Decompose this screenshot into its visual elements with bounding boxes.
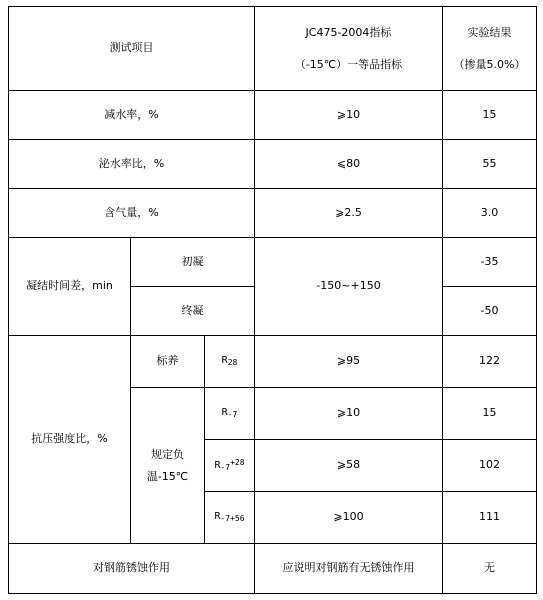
bleeding-standard: ⩽80 bbox=[255, 140, 443, 189]
corrosion-result: 无 bbox=[443, 544, 537, 594]
setting-standard: -150~+150 bbox=[255, 238, 443, 336]
air-result: 3.0 bbox=[443, 189, 537, 238]
r7-56-sub: -7+56 bbox=[220, 514, 245, 524]
setting-final-label: 终凝 bbox=[131, 287, 255, 336]
r7-56-r: R bbox=[214, 511, 221, 523]
r7-standard: ⩾10 bbox=[255, 388, 443, 440]
r7-28-r: R bbox=[214, 459, 221, 471]
water-reduction-result: 15 bbox=[443, 91, 537, 140]
r7-28-sub: -7 bbox=[220, 462, 231, 472]
header-result-line2: （掺量5.0%） bbox=[453, 57, 526, 71]
r28-label bbox=[205, 336, 255, 388]
corrosion-standard: 应说明对钢筋有无锈蚀作用 bbox=[255, 544, 443, 594]
setting-label: 凝结时间差，min bbox=[9, 238, 131, 336]
r28-r: R bbox=[221, 355, 228, 367]
corrosion-label: 对钢筋锈蚀作用 bbox=[9, 544, 255, 594]
r28-standard: ⩾95 bbox=[255, 336, 443, 388]
r7-56-result: 111 bbox=[443, 492, 537, 544]
r7-r: R bbox=[221, 407, 228, 419]
header-result-line1: 实验结果 bbox=[467, 25, 512, 39]
air-standard: ⩾2.5 bbox=[255, 189, 443, 238]
r7-result: 15 bbox=[443, 388, 537, 440]
r7-28-standard: ⩾58 bbox=[255, 440, 443, 492]
r7-28-result: 102 bbox=[443, 440, 537, 492]
negative-temp-line2: 温-15℃ bbox=[146, 469, 189, 483]
r7-label bbox=[205, 388, 255, 440]
standard-cure-label: 标养 bbox=[131, 336, 205, 388]
r28-sub: 28 bbox=[227, 358, 238, 368]
r7-56-standard: ⩾100 bbox=[255, 492, 443, 544]
negative-temp-line1: 规定负 bbox=[151, 447, 184, 461]
r7-28-label bbox=[205, 440, 255, 492]
header-result bbox=[443, 7, 537, 91]
water-reduction-standard: ⩾10 bbox=[255, 91, 443, 140]
header-standard-line2: （-15℃）一等品指标 bbox=[294, 57, 403, 71]
header-standard bbox=[255, 7, 443, 91]
header-standard-line1: JC475-2004指标 bbox=[305, 25, 392, 39]
negative-temp-label bbox=[131, 388, 205, 544]
setting-final-result: -50 bbox=[443, 287, 537, 336]
bleeding-label: 泌水率比，% bbox=[9, 140, 255, 189]
setting-initial-result: -35 bbox=[443, 238, 537, 287]
spec-table bbox=[8, 6, 537, 594]
r7-sub: -7 bbox=[227, 410, 238, 420]
r28-result: 122 bbox=[443, 336, 537, 388]
strength-label: 抗压强度比，% bbox=[9, 336, 131, 544]
r7-56-label bbox=[205, 492, 255, 544]
bleeding-result: 55 bbox=[443, 140, 537, 189]
header-item: 测试项目 bbox=[9, 7, 255, 91]
setting-initial-label: 初凝 bbox=[131, 238, 255, 287]
r7-28-sup: +28 bbox=[230, 457, 245, 467]
air-label: 含气量，% bbox=[9, 189, 255, 238]
water-reduction-label: 减水率，% bbox=[9, 91, 255, 140]
